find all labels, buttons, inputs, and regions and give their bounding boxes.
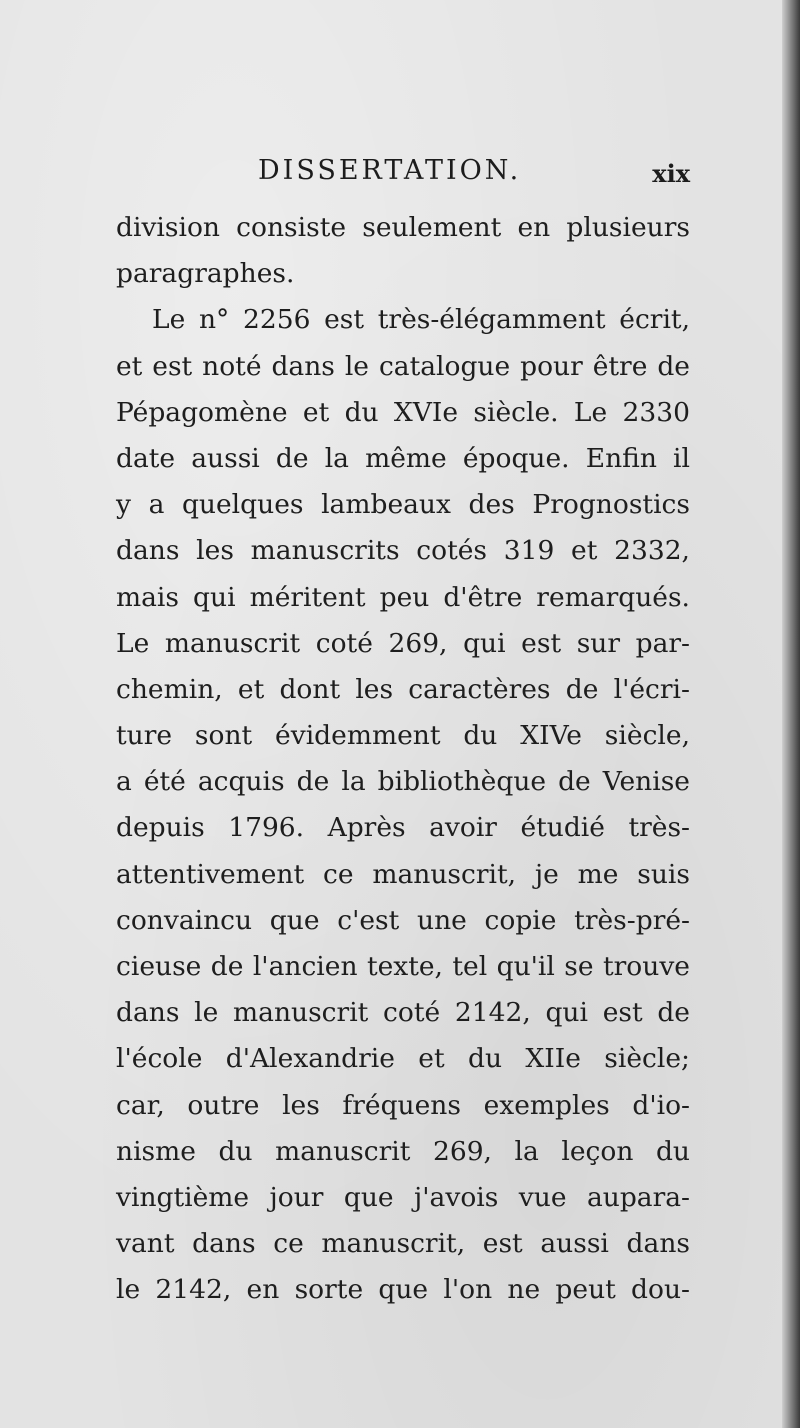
page-edge-shadow	[782, 0, 800, 1428]
text-line: et est noté dans le catalogue pour être de	[116, 350, 690, 382]
text-line: y a quelques lambeaux des Prognostics	[116, 489, 690, 521]
text-line: le 2142, en sorte que l'on ne peut dou-	[116, 1274, 690, 1306]
text-line: car, outre les fréquens exemples d'io-	[116, 1089, 690, 1121]
text-line: a été acquis de la bibliothèque de Venise	[116, 766, 690, 798]
text-line: chemin, et dont les caractères de l'écri-	[116, 673, 690, 705]
text-line: depuis 1796. Après avoir étudié très-	[116, 812, 690, 844]
text-line: division consiste seulement en plusieurs	[116, 212, 690, 243]
text-line: Le n° 2256 est très-élégamment écrit,	[152, 304, 690, 336]
text-line: date aussi de la même époque. Enfin il	[116, 442, 690, 474]
text-line: ture sont évidemment du XIVe siècle,	[116, 720, 690, 752]
text-line: vant dans ce manuscrit, est aussi dans	[116, 1228, 690, 1260]
text-line: attentivement ce manuscrit, je me suis	[116, 858, 690, 890]
text-line: Pépagomène et du XVIe siècle. Le 2330	[116, 396, 690, 428]
text-line: paragraphes.	[116, 258, 295, 290]
running-head	[120, 155, 690, 195]
page-number: xix	[652, 159, 690, 188]
text-line: Le manuscrit coté 269, qui est sur par-	[116, 627, 690, 659]
body-text	[116, 205, 690, 1314]
text-line: mais qui méritent peu d'être remarqués.	[116, 581, 690, 613]
text-line: cieuse de l'ancien texte, tel qu'il se trouve	[116, 951, 690, 982]
text-line: dans le manuscrit coté 2142, qui est de	[116, 997, 690, 1029]
text-line: convaincu que c'est une copie très-pré-	[116, 904, 690, 936]
text-line: nisme du manuscrit 269, la leçon du	[116, 1135, 690, 1167]
text-line: l'école d'Alexandrie et du XIIe siècle;	[116, 1043, 690, 1075]
text-line: vingtième jour que j'avois vue aupara-	[116, 1181, 690, 1213]
running-title: DISSERTATION.	[258, 155, 522, 186]
text-line: dans les manuscrits cotés 319 et 2332,	[116, 535, 690, 567]
